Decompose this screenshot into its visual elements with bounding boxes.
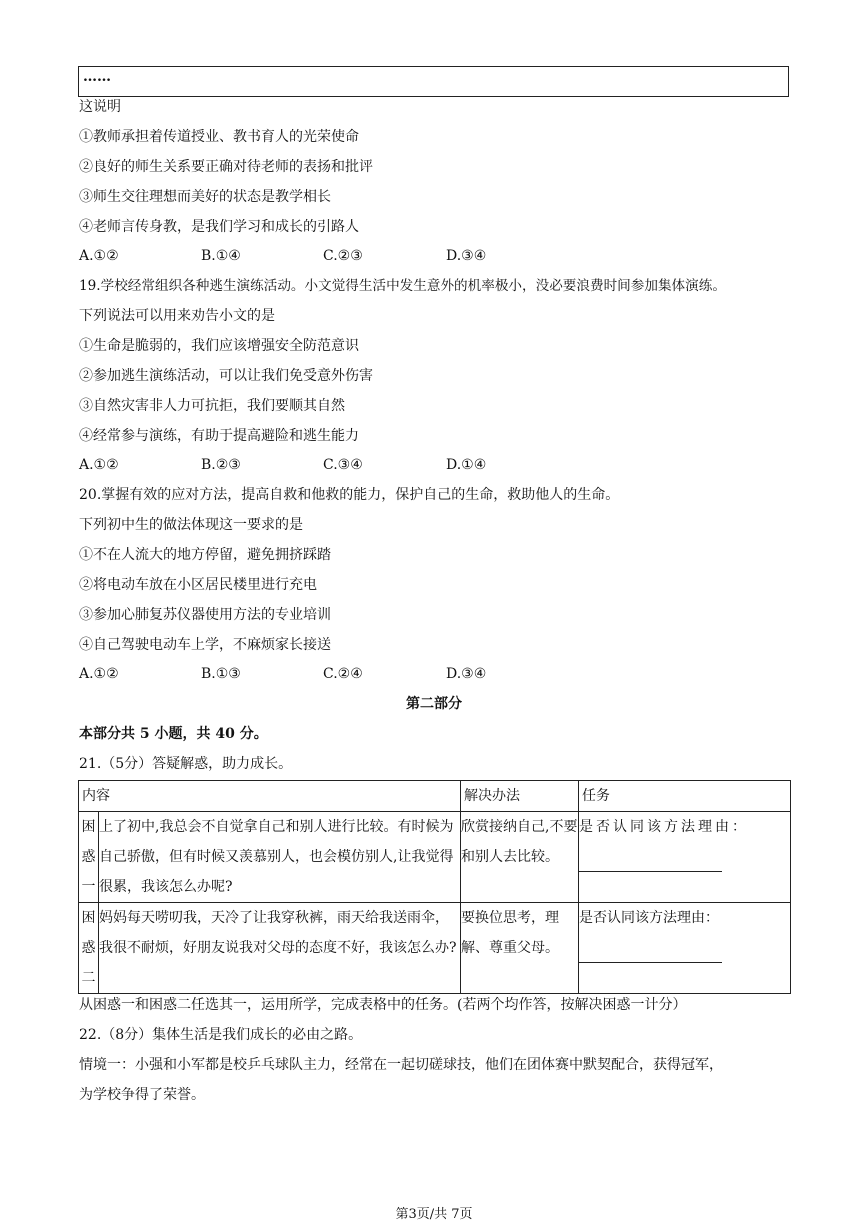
part2-note: 本部分共 5 小题，共 40 分。	[79, 726, 268, 742]
q18-option-a: A.①②	[79, 248, 119, 264]
page-footer: 第3页/共 7页	[395, 1207, 473, 1222]
q19-item-3: ③自然灾害非人力可抗拒，我们要顺其自然	[79, 398, 345, 414]
q19-option-d: D.①④	[446, 457, 487, 473]
q19-option-b: B.②③	[201, 457, 241, 473]
row2-side-label: 困 惑 二	[79, 903, 99, 994]
header-content: 内容	[79, 781, 461, 812]
q18-option-c: C.②③	[323, 248, 363, 264]
row1-method: 欣赏接纳自己,不要和别人去比较。	[461, 812, 579, 903]
table-row	[79, 903, 791, 994]
q18-option-b: B.①④	[201, 248, 241, 264]
row2-content: 妈妈每天唠叨我，天冷了让我穿秋裤，雨天给我送雨伞，我很不耐烦，好朋友说我对父母的态度不好，我该怎么办?	[99, 903, 461, 994]
row1-task	[579, 812, 791, 903]
q19-item-1: ①生命是脆弱的，我们应该增强安全防范意识	[79, 338, 359, 354]
q19-option-c: C.③④	[323, 457, 363, 473]
q19-item-2: ②参加逃生演练活动，可以让我们免受意外伤害	[79, 368, 373, 384]
header-task: 任务	[579, 781, 791, 812]
q20-item-3: ③参加心肺复苏仪器使用方法的专业培训	[79, 607, 331, 623]
q18-lead: 这说明	[79, 99, 121, 115]
q20-stem: 20.掌握有效的应对方法，提高自救和他救的能力，保护自己的生命，救助他人的生命。	[79, 487, 620, 503]
row2-method: 要换位思考，理解、尊重父母。	[461, 903, 579, 994]
q21-stem: 21.（5分）答疑解惑，助力成长。	[79, 756, 293, 772]
q19-item-4: ④经常参与演练，有助于提高避险和逃生能力	[79, 428, 359, 444]
q18-item-4: ④老师言传身教，是我们学习和成长的引路人	[79, 219, 359, 235]
q20-option-c: C.②④	[323, 666, 363, 682]
row2-answer-blank[interactable]	[579, 933, 790, 963]
q20-lead: 下列初中生的做法体现这一要求的是	[79, 517, 303, 533]
top-box-text: ……	[83, 69, 111, 85]
q20-item-1: ①不在人流大的地方停留，避免拥挤踩踏	[79, 547, 331, 563]
part2-title: 第二部分	[406, 696, 462, 712]
q20-item-2: ②将电动车放在小区居民楼里进行充电	[79, 577, 317, 593]
q20-option-a: A.①②	[79, 666, 119, 682]
q19-lead: 下列说法可以用来劝告小文的是	[79, 308, 275, 324]
q22-scenario-line-2: 为学校争得了荣誉。	[79, 1087, 205, 1103]
top-box	[78, 66, 789, 97]
row1-answer-blank[interactable]	[579, 842, 790, 872]
q22-scenario-line-1: 情境一：小强和小军都是校乒乓球队主力，经常在一起切磋球技，他们在团体赛中默契配合，获得冠军，	[79, 1057, 723, 1073]
row1-content: 上了初中,我总会不自觉拿自己和别人进行比较。有时候为自己骄傲，但有时候又羡慕别人，也会模仿别人,让我觉得很累，我该怎么办呢?	[99, 812, 461, 903]
row2-task	[579, 903, 791, 994]
q18-item-3: ③师生交往理想而美好的状态是教学相长	[79, 189, 331, 205]
q18-option-d: D.③④	[446, 248, 487, 264]
q21-table-header-row	[79, 781, 791, 812]
table-row	[79, 812, 791, 903]
q22-stem: 22.（8分）集体生活是我们成长的必由之路。	[79, 1027, 363, 1043]
header-method: 解决办法	[461, 781, 579, 812]
q19-stem: 19.学校经常组织各种逃生演练活动。小文觉得生活中发生意外的机率极小，没必要浪费时间参加集体演练。	[79, 278, 726, 294]
q18-item-1: ①教师承担着传道授业、教书育人的光荣使命	[79, 129, 359, 145]
q20-option-b: B.①③	[201, 666, 241, 682]
row2-task-prompt: 是否认同该方法理由：	[579, 910, 719, 926]
q20-item-4: ④自己驾驶电动车上学，不麻烦家长接送	[79, 637, 331, 653]
q19-option-a: A.①②	[79, 457, 119, 473]
row1-side-label: 困 惑 一	[79, 812, 99, 903]
q20-option-d: D.③④	[446, 666, 487, 682]
q21-footnote: 从困惑一和困惑二任选其一，运用所学，完成表格中的任务。(若两个均作答，按解决困惑一计分）	[79, 997, 687, 1013]
row1-task-prompt: 是否认同该方法理由：	[579, 819, 749, 835]
q18-item-2: ②良好的师生关系要正确对待老师的表扬和批评	[79, 159, 373, 175]
q21-table	[78, 780, 791, 994]
